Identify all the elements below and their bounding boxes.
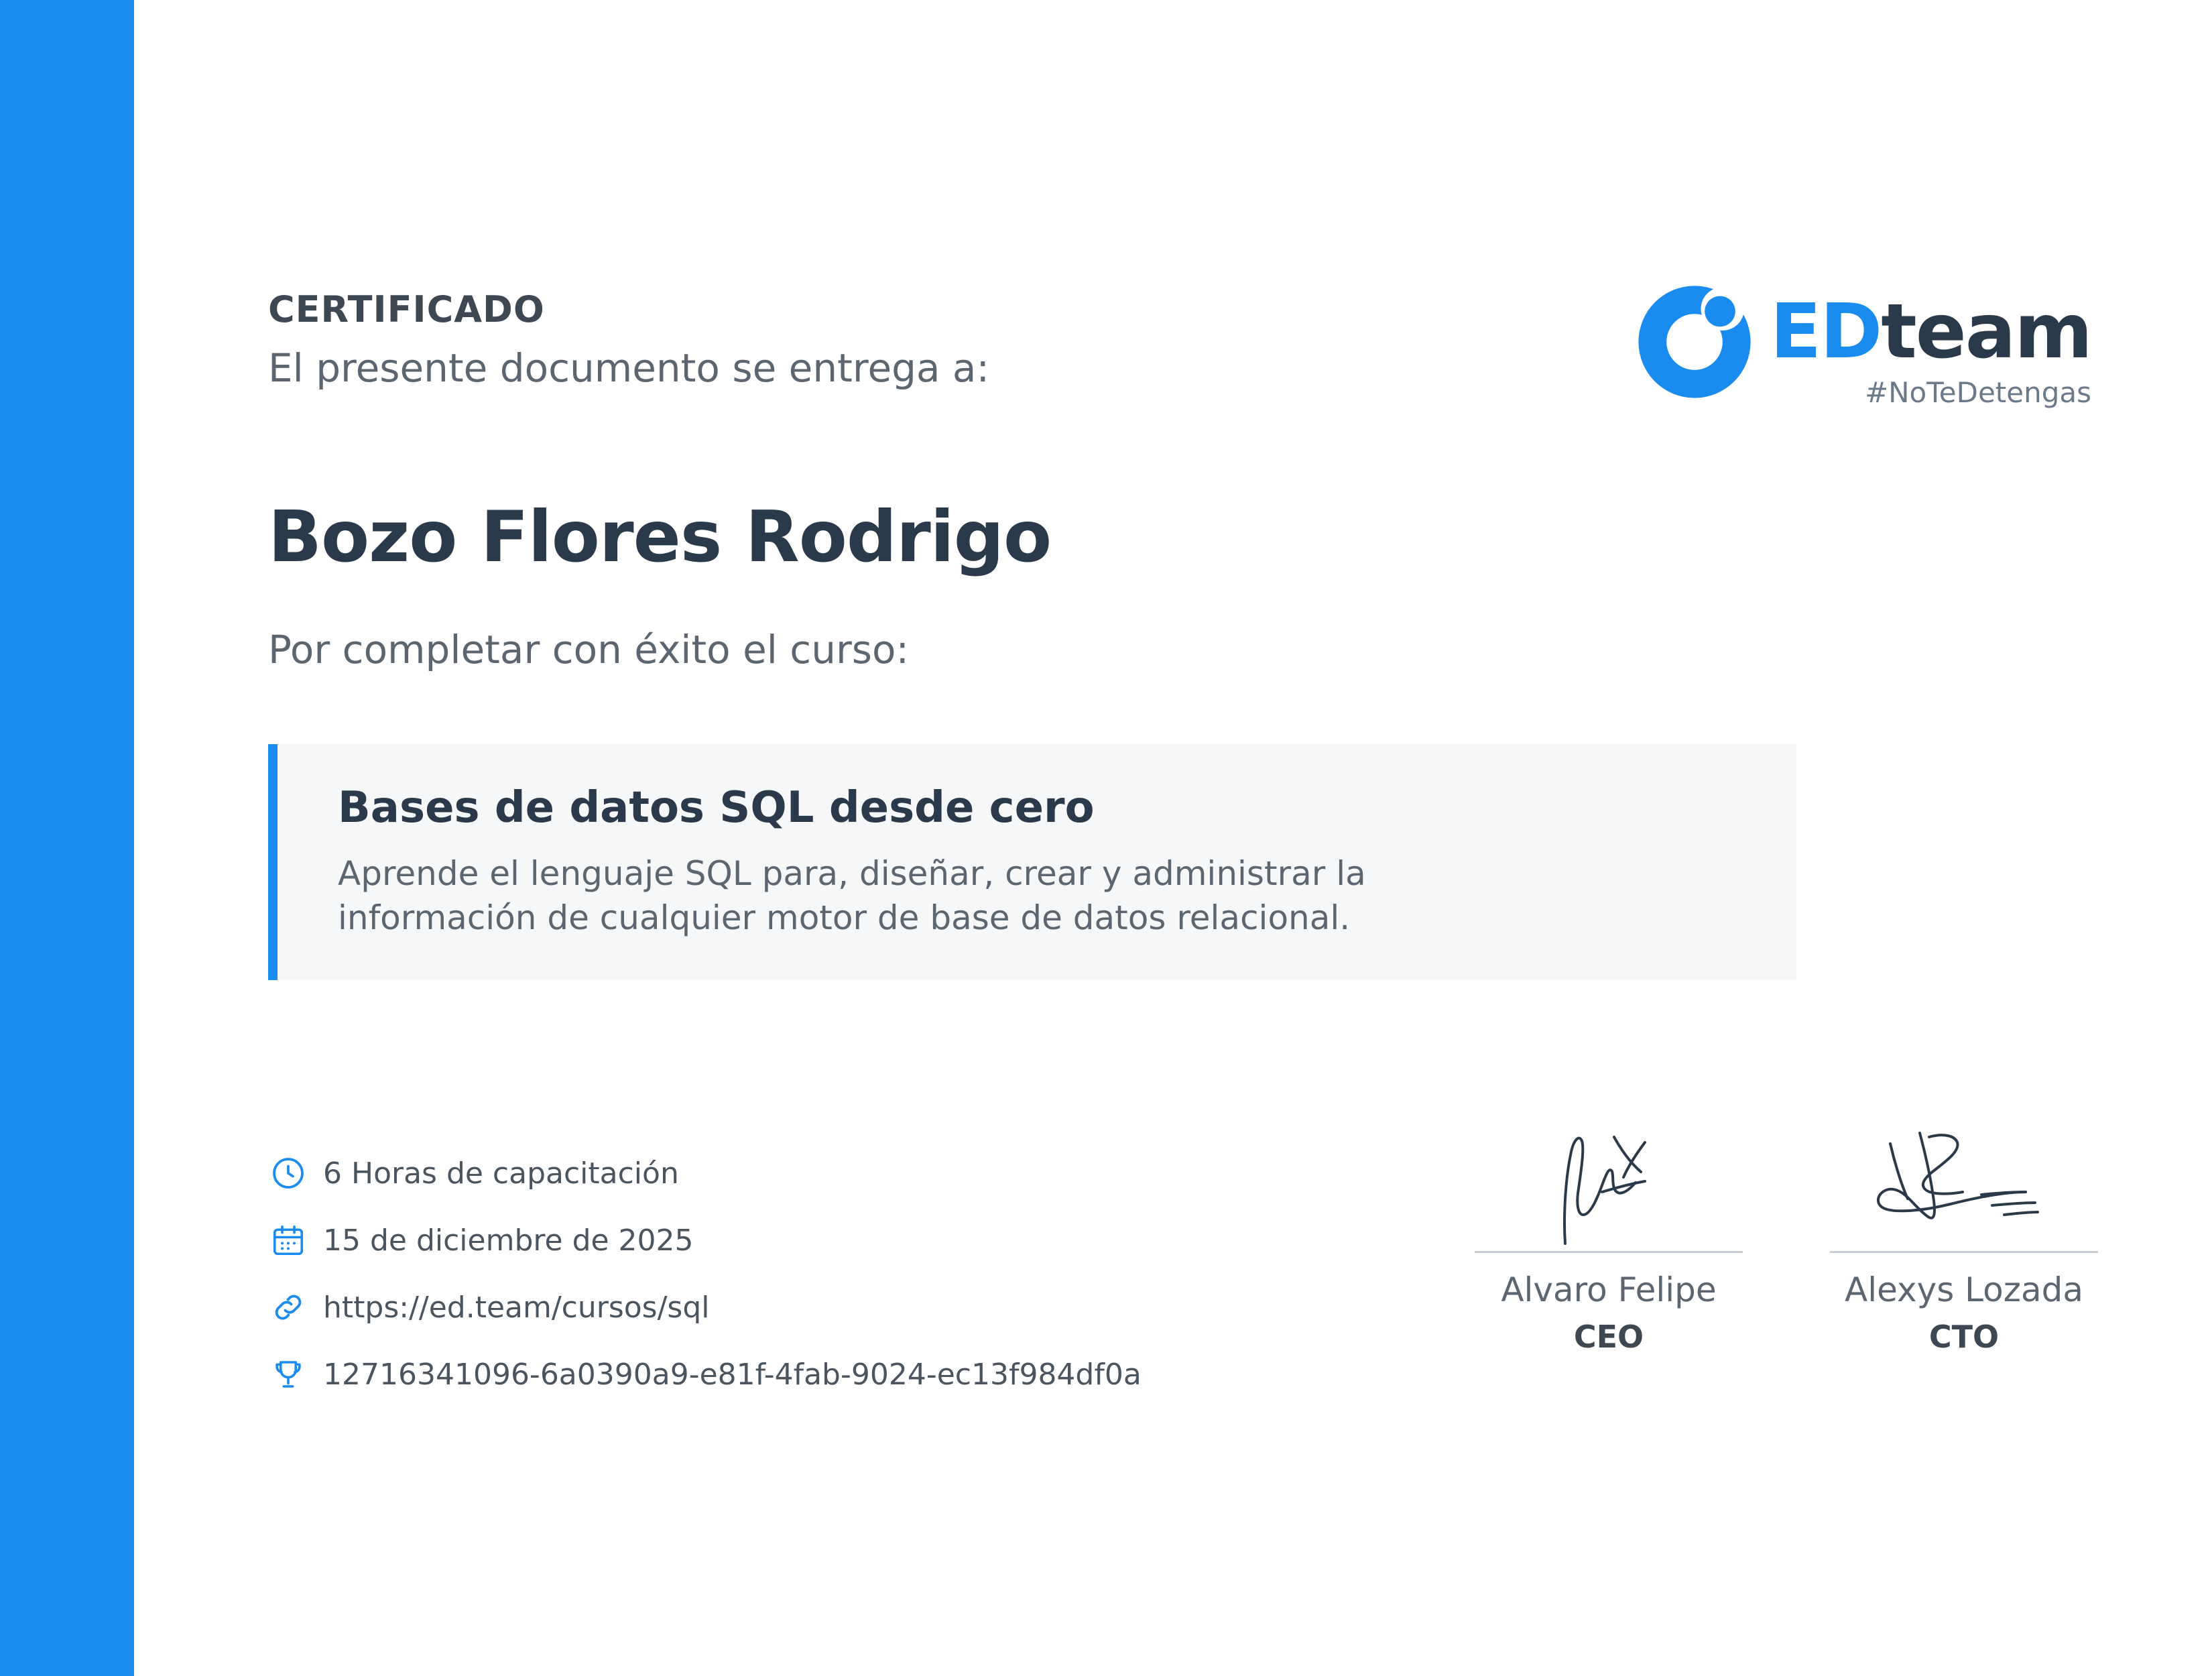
signature-role-ceo: CEO bbox=[1573, 1319, 1644, 1355]
meta-item-url[interactable] bbox=[268, 1274, 1142, 1341]
edteam-tagline: #NoTeDetengas bbox=[1864, 376, 2091, 409]
meta-item-hours bbox=[268, 1140, 1142, 1207]
signature-role-cto: CTO bbox=[1928, 1319, 2000, 1355]
signature-block-cto bbox=[1830, 1113, 2098, 1355]
edteam-logo bbox=[1631, 278, 2091, 409]
certificate-label: CERTIFICADO bbox=[268, 288, 545, 331]
trophy-icon bbox=[268, 1354, 308, 1394]
certificate-subtitle: El presente documento se entrega a: bbox=[268, 345, 990, 391]
meta-text-url[interactable]: https://ed.team/cursos/sql bbox=[323, 1290, 710, 1325]
signature-line-ceo bbox=[1475, 1251, 1743, 1253]
edteam-wordmark bbox=[1770, 288, 2091, 409]
logo-ed: ED bbox=[1770, 288, 1882, 375]
edteam-ring-icon bbox=[1631, 278, 1758, 406]
completion-text: Por completar con éxito el curso: bbox=[268, 627, 910, 672]
meta-text-code: 12716341096-6a0390a9-e81f-4fab-9024-ec13f984df0a bbox=[323, 1357, 1142, 1392]
link-icon bbox=[268, 1287, 308, 1327]
course-title: Bases de datos SQL desde cero bbox=[338, 783, 1095, 833]
signature-name-cto: Alexys Lozada bbox=[1845, 1270, 2083, 1309]
left-accent-bar bbox=[0, 0, 134, 1676]
signature-name-ceo: Alvaro Felipe bbox=[1501, 1270, 1717, 1309]
signature-area bbox=[1475, 1113, 2098, 1355]
certificate-content bbox=[268, 0, 2212, 1676]
edteam-wordmark-text bbox=[1770, 288, 2091, 375]
signature-alexys-lozada-icon bbox=[1830, 1113, 2098, 1247]
meta-item-code bbox=[268, 1341, 1142, 1408]
course-description: Aprende el lenguaje SQL para, diseñar, crear y administrar la información de cualquier motor de base de datos relacional. bbox=[338, 854, 1366, 937]
meta-text-hours: 6 Horas de capacitación bbox=[323, 1156, 679, 1191]
clock-icon bbox=[268, 1153, 308, 1193]
course-box bbox=[268, 744, 1796, 980]
signature-block-ceo bbox=[1475, 1113, 1743, 1355]
meta-item-date bbox=[268, 1207, 1142, 1274]
student-name: Bozo Flores Rodrigo bbox=[268, 496, 1052, 578]
logo-team: team bbox=[1881, 288, 2091, 375]
signature-line-cto bbox=[1830, 1251, 2098, 1253]
certificate-meta-list bbox=[268, 1140, 1142, 1408]
meta-text-date: 15 de diciembre de 2025 bbox=[323, 1223, 694, 1258]
calendar-icon bbox=[268, 1220, 308, 1260]
signature-alvaro-felipe-icon bbox=[1475, 1113, 1743, 1247]
